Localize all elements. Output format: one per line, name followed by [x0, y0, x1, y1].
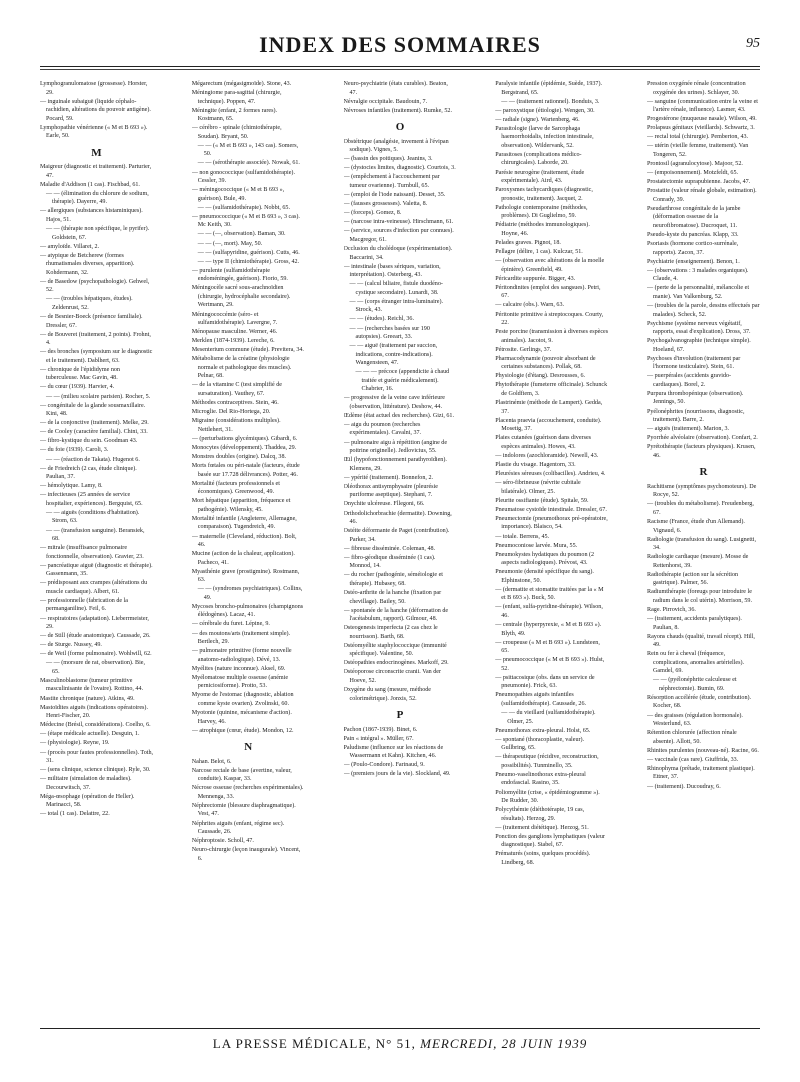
index-entry: — — (« M et B 693 », 143 cas). Somers, 50.: [197, 142, 299, 158]
index-entry: Mucine (action de la chaleur, application). Pacheco, 41.: [191, 551, 295, 566]
index-entry: — — (sérothérapie associée). Nowak, 61.: [197, 160, 300, 167]
index-entry: — de Basedow (psychopathologie). Gehwel, 52.: [40, 278, 150, 294]
section-letter: R: [699, 466, 708, 479]
index-entry: Oxygène du sang (mesure, méthode colorimétrique). Jonxis, 52.: [343, 687, 431, 702]
index-entry: Paroxysmes tachycardiques (diagnostic, pronostic, traitement). Jacquet, 2.: [495, 187, 593, 202]
index-entry: — (étape médicale actuelle). Desguin, 1.: [40, 731, 140, 738]
index-entry: Parasitologie (larve de Sarcophaga haemorrhoidalis, infection intestinale, observation). Wildervank, 52.: [495, 125, 594, 149]
index-entry: — intestinale (bases sériques, variation, interprétation). Osterberg, 43.: [343, 263, 441, 279]
index-entry: — maternelle (Cleveland, réduction). Bolt, 46.: [191, 533, 297, 548]
index-entry: — (emploi de l'iode naissant). Desset, 35.: [343, 192, 446, 199]
index-entry: Masculinoblastome (tumeur primitive masculinisante de l'ovaire). Rottino, 44.: [40, 677, 144, 693]
index-entry: Monocytes (développement). Thaddea, 29.: [191, 444, 297, 451]
index-entry: — — (calcul biliaire, fistule duodéno-cystique secondaire). Lunardi, 38.: [349, 281, 443, 296]
index-entry: — — aiguës (conditions d'habitation). Strom, 63.: [46, 509, 140, 525]
index-entry: — (fausses grossesses). Valetta, 8.: [343, 201, 428, 208]
index-entry: — professionnelle (fabrication de la permanganiline). Feil, 6.: [40, 597, 128, 613]
index-entry: — totale. Berrens, 45.: [495, 533, 550, 540]
index-entry: — progressive de la veine cave inférieure (observation, littérature). Deshow, 44.: [343, 395, 446, 410]
index-entry: — spontané (thoracoplastie, valeur). Gullbring, 65.: [495, 736, 585, 752]
index-entry: Poliomyélite (crise, « épidémiogramme »). De Rudder, 30.: [495, 789, 600, 804]
index-entry: Pneumoconiose larvée. Mura, 55.: [495, 542, 578, 549]
index-entry: — pneumococcique (« M et B 693 »). Hulst, 52.: [495, 657, 605, 672]
index-entry: Métabolisme de la créatine (physiologie normale et pathologique des muscles). Pelnar, 68.: [191, 356, 292, 380]
index-entry: — (procès pour fautes professionnelles). Toth, 31.: [40, 749, 153, 765]
index-entry: — (observations : 3 malades organiques). Claude, 4.: [647, 267, 749, 283]
index-entry: — — (transfusion sanguine). Beransiek, 68.: [46, 527, 145, 543]
index-entry: — (premiers jours de la vie). Slockland, 49.: [343, 771, 451, 778]
index-entry: — indolores (azochloramide). Newell, 43.: [495, 452, 599, 459]
index-entry: — non gonococcique (sulfamidothérapie). Cessler, 39.: [191, 169, 295, 185]
index-entry: Rein ou fer à cheval (fréquence, complications, anomalies artérielles). Gamdel, 69.: [647, 651, 745, 675]
index-entry: Méningocèle sacré sous-arachnoïdien (chirurgie, hydrocéphalie secondaire). Wertmann, 29.: [191, 285, 291, 309]
header-rule: [40, 66, 760, 67]
index-entry: — — (—, mort). May, 50.: [197, 240, 263, 247]
index-entry: Psychisme (système nerveux végétatif, rapports, essai d'explication). Dross, 37.: [647, 320, 751, 336]
index-entry: Microglie. Del Rio-Hortega, 20.: [191, 409, 271, 416]
index-entry: — infectieuses (25 années de service hospitalier, expériences). Bergquist, 65.: [40, 492, 143, 507]
index-column-1: [40, 80, 153, 1022]
index-entry: Ostéite déformante de Paget (contribution). Parker, 34.: [343, 528, 450, 543]
index-entry: — chronique de l'épididyme non tuberculeuse. Mac Gavin, 48.: [40, 366, 120, 382]
index-entry: — — — précoce (appendicite à chaud traitée et guérie médicalement). Chabrier, 16.: [355, 369, 450, 393]
index-entry: Obstétrique (analgésie, invement à l'évipan sodique). Vignes, 5.: [343, 138, 449, 154]
index-entry: Radiumthérapie (foreugs pour introduire le radium dans le col utérin). Morrison, 59.: [647, 589, 753, 604]
index-entry: Méningiome para-sagittal (chirurgie, technique). Poppen, 47.: [191, 90, 282, 105]
index-entry: — pancréatique aiguë (diagnostic et thérapie). Gassenmann, 35.: [40, 562, 153, 578]
page-header: [40, 30, 760, 60]
index-entry: — — (syndromes psychiatriques). Collins, 49.: [197, 586, 303, 601]
index-entry: Pleurite ossifiante (étude). Spitale, 59.: [495, 497, 589, 504]
index-entry: Pneumectomie (pneumothorax pré-opératoire, importance). Blaisco, 54.: [495, 515, 608, 531]
index-entry: Néphroptosie. Scholl, 47.: [191, 838, 254, 845]
section-letter: O: [395, 121, 405, 134]
index-entry: — (empoisonnement). Motzfeldt, 65.: [647, 170, 739, 177]
index-entry: Rhinites purulentes (nouveau-né). Racine, 66.: [647, 747, 759, 754]
index-entry: — sanguine (communication entre la veine et l'artère rénale, influence). Lasmer, 43.: [647, 98, 759, 114]
index-entry: Morts fœtales ou péri-natale (facteurs, étude basée sur 17.728 délivrances). Potter, 46.: [191, 463, 300, 478]
index-entry: Pneumopathies aiguës infantiles (sulfamidothérapie). Caussade, 26.: [495, 692, 587, 707]
index-entry: Oléothorax antisymphysaire (pleurésie puriforme aseptique). Stephani, 7.: [343, 483, 438, 499]
index-entry: Pain « intégral ». Müller, 67.: [343, 735, 414, 742]
index-entry: Osteogenesis imperfecta (2 cas chez le nourrisson). Barth, 68.: [343, 625, 438, 640]
index-entry: Migraine (considérations multiples). Nettlehert, 31.: [191, 418, 281, 433]
page-number: 95: [746, 36, 760, 51]
index-entry: Méga-œsophage (opération de Heller). Marinacci, 58.: [40, 793, 135, 809]
page-title: INDEX DES SOMMAIRES: [259, 32, 541, 57]
index-entry: Narcose rectale de base (avertine, valeur, conduite). Kaspar, 33.: [191, 767, 292, 783]
index-entry: Plaies cutanées (guérison dans diverses espèces animales). Howes, 43.: [495, 435, 592, 450]
index-entry: — ypérité (traitement). Bonnefon, 2.: [343, 474, 434, 481]
index-entry: Pédiatrie (méthodes immunologiques). Hoyne, 46.: [495, 222, 590, 237]
index-entry: — rectal total (chirurgie). Pemberton, 43.: [647, 134, 749, 141]
index-entry: Pneumothorax extra-pleural. Holst, 65.: [495, 727, 591, 734]
index-entry: Mort hépatique (apparition, fréquence et pathogénie). Wilensky, 45.: [191, 498, 291, 513]
index-entry: Purpura thrombopénique (observation). Jennings, 50.: [647, 390, 744, 406]
index-entry: Maigreur (diagnostic et traitement). Parturier, 47.: [40, 164, 152, 179]
index-entry: — de la conjonctive (traitement). Melke, 29.: [40, 420, 149, 427]
index-entry: Mortalité infantile (Angleterre, Allemagne, comparaison). Tugendreich, 49.: [191, 515, 297, 531]
index-entry: Prématurés (soins, quelques procédés). Lindberg, 68.: [495, 851, 591, 866]
index-entry: — fibreuse disséminée. Coleman, 48.: [343, 545, 436, 552]
index-entry: — des graisses (régulation hormonale). Westerlund, 63.: [647, 712, 743, 728]
index-entry: — — (troubles hépatiques, études). Zeldenrust, 52.: [46, 296, 133, 311]
index-entry: — radiale (signe). Wartenberg, 46.: [495, 116, 580, 123]
index-entry: Onychite ulcéreuse. Fllegoni, 66.: [343, 501, 425, 508]
index-entry: Plastie du visage. Hagentorn, 33.: [495, 461, 576, 468]
index-entry: Néphrites aiguës (enfant, régime sec). Caussade, 26.: [191, 820, 285, 835]
index-entry: Pleurésies séreuses (colibacilles). Andrieu, 4.: [495, 471, 606, 478]
index-entry: Méningite (enfant, 2 formes rares). Kostmann, 65.: [191, 107, 278, 123]
index-entry: — (enfant, sulfa-pyridine-thérapie). Wilson, 46.: [495, 604, 603, 619]
index-entry: Mastite chronique (nature). Atkins, 49.: [40, 695, 135, 702]
index-entry: — (dystocies limites, diagnostic). Courtois, 3.: [343, 165, 456, 172]
index-entry: — (troubles du métabolisme). Freudenberg, 67.: [647, 501, 754, 516]
index-entry: Rétention chlorurée (affection rénale absente). Allott, 50.: [647, 730, 737, 745]
index-entry: — — (études). Reichl, 36.: [349, 316, 414, 323]
index-entry: Mesenterium commune (étude). Previtera, 34.: [191, 347, 304, 354]
index-entry: Pseudarthrose congénitale de la jambe (déformation osseuse de la neurofibromatose). Ducroquet, 11.: [647, 205, 741, 229]
index-entry: Prostatectomie suprapubienne. Jacobs, 47.: [647, 179, 751, 186]
index-entry: Peste porcine (transmission à diverses espèces animales). Jacotot, 9.: [495, 329, 609, 344]
index-entry: Mycoses broncho-pulmonaires (champignons élédogènes). Lacaz, 41.: [191, 603, 304, 619]
index-entry: Mortalité (facteurs professionnels et économiques). Greenwood, 49.: [191, 480, 280, 496]
index-entry: — atypique de Betcherew (formes rhumatismales diverses, apparition). Kohdermann, 32.: [40, 252, 135, 276]
index-entry: Pelades graves. Pignot, 18.: [495, 239, 561, 246]
index-entry: — de Weil (forme pulmonaire). Wohlwill, 62.: [40, 651, 152, 658]
index-entry: — du cœur (1939). Harvier, 4.: [40, 384, 115, 391]
index-entry: — — (recherches basées sur 190 autopsies). Greeart, 33.: [349, 325, 430, 340]
index-entry: Résorption accélérée (étude, contribution). Kocher, 68.: [647, 694, 752, 710]
index-entry: Pression oxygénée rénale (concentration oxygénée des urines). Schlayer, 30.: [647, 81, 746, 96]
index-entry: Ponction des ganglions lymphatiques (valeur diagnostique). Stabel, 67.: [495, 833, 605, 849]
index-entry: Paralysie infantile (épidémie, Suède, 1937). Bergstrand, 65.: [495, 81, 603, 96]
index-entry: Méningococcémie (séro- et sulfamidothérapie). Lavergne, 7.: [191, 311, 278, 326]
index-entry: — — (pyélonéphrite calculeuse et néphrectomie). Bumin, 69.: [653, 677, 737, 692]
index-entry: — de Still (étude anatomique). Caussade, 26.: [40, 633, 151, 640]
index-entry: Pneumokystes hydatiques du poumon (2 aspects radiologiques). Prévost, 43.: [495, 551, 595, 567]
index-entry: — — (thérapie non spécifique, le pyrifer). Goldstein, 67.: [46, 226, 150, 241]
index-entry: Pétrosite. Gerlings, 37.: [495, 346, 552, 353]
index-entry: Myasthénie grave (prostigmine). Rostmann, 63.: [191, 568, 300, 584]
index-entry: Méthodes contraceptives. Stein, 46.: [191, 400, 279, 407]
index-entry: Péritondinites (emploi des sangsues). Petri, 67.: [495, 284, 601, 300]
index-entry: Paludisme (influence sur les réactions de Wassermann et Kahn). Kitchen, 46.: [343, 744, 444, 760]
index-entry: Placenta praevia (accouchement, conduite). Mosetig, 37.: [495, 417, 602, 433]
index-entry: Myotonie (quinine, mécanisme d'action). Harvey, 46.: [191, 710, 292, 725]
index-entry: Occlusion du cholédoque (expérimentation). Baccarini, 34.: [343, 246, 453, 261]
index-entry: — hémolytique. Lamy, 8.: [40, 483, 103, 490]
index-entry: Pyrétothérapie (facteurs physiques). Krusen, 46.: [647, 444, 756, 459]
index-entry: — pulmonaire aigu à répétition (angine de poitrine originelle). Jedlovicius, 55.: [343, 439, 448, 455]
index-entry: Rage. Pirrovich, 36.: [647, 607, 696, 613]
index-entry: Pneumatose cystoïde intestinale. Dressler, 67.: [495, 506, 607, 513]
index-entry: — (observation avec altérations de la moelle épinière). Greenfield, 49.: [495, 258, 605, 273]
index-entry: Orthodolichorbrachie (dermatite). Downing, 46.: [343, 510, 452, 526]
header-rule-thin: [40, 69, 760, 70]
index-entry: — du rocher (pathogénie, séméiologie et thérapie). Hubasey, 68.: [343, 572, 443, 587]
section-letter: N: [244, 741, 253, 754]
index-entry: Rhinophyma (prêtade, traitement plastique). Ettner, 37.: [647, 765, 755, 781]
index-entry: — des moutons/arts (traitement simple). Bertlech, 29.: [191, 630, 291, 646]
index-entry: Mégarectum (mégasigmoïde). Stone, 43.: [191, 81, 292, 87]
index-entry: Monstres doubles (origine). Dalcq, 38.: [191, 454, 287, 461]
index-entry: — — (sulfapyridine, guérison). Cutts, 46.: [197, 249, 300, 256]
index-entry: Névralgie occipitale. Baudouin, 7.: [343, 98, 428, 105]
section-letter: P: [396, 709, 404, 722]
index-entry: Pharmacodynamie (pouvoir absorbant de certaines substances). Pollak, 68.: [495, 355, 596, 371]
index-entry: — — du vieillard (sulfamidothérapie). Olmer, 25.: [501, 710, 596, 725]
index-entry: Ostéomyélite staphylococcique (immunité spécifique). Valentine, 50.: [343, 642, 447, 658]
index-entry: — calcaire (obs.). Warn, 63.: [495, 302, 565, 309]
index-entry: — de Cooley (caractère familial). Chini, 33.: [40, 429, 148, 436]
index-entry: Radiologie cardiaque (mesure). Mosse de Rettenhorst, 39.: [647, 554, 749, 569]
index-entry: Ménopause masculine. Werner, 46.: [191, 329, 278, 336]
footer-journal: LA PRESSE MÉDICALE, N° 51,: [212, 1036, 416, 1051]
index-entry: — de Sturge. Nussey, 49.: [40, 642, 102, 649]
index-entry: — (traitement, accidents paralytiques). Paulian, 8.: [647, 616, 742, 631]
index-entry: — — (sulfamidothérapie). Nobbt, 65.: [197, 204, 290, 211]
index-column-5: [647, 80, 760, 1022]
index-entry: Racisme (France, étude d'un Allemand). Vignaud, 6.: [647, 519, 745, 534]
index-entry: Maladie d'Addison (1 cas). Fischbad, 61.: [40, 181, 140, 188]
index-entry: Progestérone (muqueuse nasale). Wilson, 49.: [647, 116, 757, 123]
index-entry: Psychiatrie (enseignement). Benon, 1.: [647, 258, 740, 265]
index-entry: — — (corps étranger intra-luminaire). Strock, 43.: [349, 298, 444, 314]
index-entry: — (traitement diététique). Herzog, 51.: [495, 824, 589, 831]
index-entry: Physiologie (d'étang). Desrousses, 6.: [495, 373, 586, 380]
index-entry: Névroses infantiles (traitement). Rumke, 52.: [343, 107, 452, 114]
index-entry: — du foie (1939). Caroli, 3.: [40, 447, 109, 454]
index-entry: — de Besnier-Boeck (présence familiale). Dressler, 67.: [40, 314, 143, 329]
index-entry: — prédisposant aux crampes (altérations du muscle cardiaque). Albert, 61.: [40, 580, 148, 595]
index-entry: — (dermatite et stomatite traitées par la « M et B 693 »). Buck, 50.: [495, 586, 604, 602]
index-entry: Rayons chauds (qualité, travail récept). Hill, 49.: [647, 633, 755, 649]
index-column-4: [495, 80, 608, 1022]
index-entry: — — (morsure de rat, observation). Bie, 65.: [46, 660, 145, 675]
index-column-2: [192, 80, 305, 1022]
index-entry: — — (élimination du chlorure de sodium, thérapie). Dayerre, 49.: [46, 190, 149, 206]
index-entry: Pachon (1867-1939). Binet, 6.: [343, 726, 418, 733]
index-entry: — (forceps). Gomez, 8.: [343, 210, 402, 217]
index-entry: Prolapsus génitaux (vieillards). Schwartz, 3.: [647, 125, 755, 132]
index-entry: Myélomatose multiple osseuse (anémie perniciosiforme). Protto, 53.: [191, 674, 289, 690]
index-entry: Radiothérapie (action sur la sécrétion gastrique). Palmer, 56.: [647, 571, 739, 587]
index-entry: Ostéoporose circonscrite cranii. Van der Hoeve, 52.: [343, 669, 442, 684]
index-entry: — séro-fibrineuse (névrite cubitale bilatérale). Olmer, 25.: [495, 480, 581, 495]
index-entry: — amyloïde. Villaret, 2.: [40, 243, 100, 250]
index-entry: — respiratoires (adaptation). Lieberrmeister, 29.: [40, 615, 149, 630]
index-entry: — — (réaction de Takata). Hugenot 6.: [46, 456, 140, 463]
index-entry: Pneumonie (densité spécifique du sang). Elphinstone, 50.: [495, 569, 594, 584]
index-entry: — — (traitement rationnel). Bonduis, 3.: [501, 98, 600, 105]
index-entry: Psychoses d'involution (traitement par l'hormone testiculaire). Stein, 61.: [647, 355, 741, 371]
index-entry: — allergiques (substances histaminiques). Hajos, 51.: [40, 208, 143, 223]
index-entry: Ostéo-arthrite de la hanche (fixation par chevillage). Bailey, 50.: [343, 590, 442, 605]
index-entry: Phytothérapie (fumeterre officinale). Schunck de Goldfiem, 3.: [495, 382, 608, 397]
index-entry: — aigu du poumon (recherches expérimentales). Cavalni, 37.: [343, 421, 422, 437]
index-entry: — de Friedreich (2 cas, étude clinique). Paulian, 37.: [40, 465, 137, 481]
index-entry: Myome de l'estomac (diagnostic, ablation comme kyste ovarien). Zvolinski, 60.: [191, 692, 294, 707]
index-entry: Pneumo-vaselinothorax extra-pleural endofascial. Rasino, 35.: [495, 771, 586, 787]
index-entry: — aiguës (traitement). Marion, 3.: [647, 426, 730, 433]
index-entry: — militaire (simulation de maladies). Decourwitsch, 37.: [40, 776, 132, 791]
index-entry: — croupeuse (« M et B 693 »). Lundsteen, 65.: [495, 639, 600, 655]
index-entry: Néphrectomie (blessure diaphragmatique). Vest, 47.: [191, 802, 296, 818]
index-entry: — (empêchement à l'accouchement par tumeur ovarienne). Turnbull, 65.: [343, 174, 440, 189]
index-entry: — pneumococcique (« M et B 693 », 3 cas). Mc Keith, 30.: [191, 213, 300, 229]
index-entry: Péricardite suppurée. Bigger, 43.: [495, 275, 576, 282]
index-entry: Prontosil (agranulocytose). Majoor, 52.: [647, 161, 743, 168]
index-entry: — pulmonaire primitive (forme nouvelle anatomo-radiologique). Dévé, 13.: [191, 648, 292, 663]
index-entry: Parésie neurogène (traitement, étude expérimentale). Aird, 43.: [495, 169, 585, 185]
index-entry: — de la vitamine C (test simplifié de sursaturation). Vauthey, 67.: [191, 382, 282, 397]
index-entry: — purulente (sulfamidothérapie endoméningée, guérison). Fiorio, 59.: [191, 267, 288, 283]
index-entry: — — type II (chimiothérapie). Gross, 42.: [197, 258, 300, 265]
index-entry: — vaccinale (cas rare). Giuffrida, 33.: [647, 756, 739, 763]
index-entry: Parasitoses (complications médico-chirurgicales). Laborde, 20.: [495, 151, 582, 167]
footer-rule: [40, 1028, 760, 1029]
index-entry: — cérébrale du furet. Lépine, 9.: [191, 621, 270, 628]
index-entry: Nahan. Belot, 6.: [191, 758, 232, 765]
index-entry: Radiologie (transfusion du sang). Lusignetti, 34.: [647, 536, 756, 552]
index-entry: Neuro-psychiatrie (états curables). Beaton, 47.: [343, 81, 448, 96]
index-entry: Œil (hypofonctionnement parathyroïdien). Klemens, 29.: [343, 457, 447, 472]
index-entry: — (perte de la personnalité, mélancolie et manie). Van Valkenburg, 52.: [647, 285, 750, 300]
index-entry: — (traitement). Ducoudray, 6.: [647, 783, 721, 790]
index-entry: — (service, sources d'infection pur connues). Macgregor, 61.: [343, 228, 454, 243]
index-entry: — (troubles de la parole, dessins effectués par malades). Scheck, 52.: [647, 303, 760, 318]
index-entry: Myélites (nature inconnue). Aksel, 69.: [191, 665, 286, 672]
index-columns: [40, 80, 760, 1022]
index-entry: Pyélonéphrites (nourrissons, diagnostic, traitement). Barre, 2.: [647, 408, 745, 424]
index-entry: Merklen (1874-1939). Lereche, 6.: [191, 338, 275, 345]
index-entry: — méningococcique (« M et B 693 », guérison). Bule, 49.: [191, 187, 285, 202]
index-entry: Lymphogranulomatose (grossesse). Horster, 29.: [40, 81, 148, 96]
index-entry: — (Poulo-Condore). Farinaud, 9.: [343, 762, 425, 769]
index-entry: — congénitale de la glande sousmaxillaire. Kini, 48.: [40, 402, 146, 418]
index-entry: — (narcose intra-veineuse). Hirschmann, 61.: [343, 219, 454, 226]
index-entry: — total (1 cas). Delattre, 22.: [40, 811, 110, 818]
index-entry: — — (—, observation). Baman, 30.: [197, 231, 286, 238]
index-entry: — fibro-géodique disséminée (1 cas). Monnod, 14.: [343, 554, 436, 570]
index-entry: — (physiologie). Reyne, 19.: [40, 740, 110, 747]
index-entry: — (perturbations glycémiques). Gibardi, 6.: [191, 435, 298, 442]
index-entry: — — aiguë (traitement par succion, indications, contre-indications). Wangensteen, 47.: [349, 343, 438, 367]
index-entry: — spontanée de la hanche (déformation de l'acétabulum, rapport). Gilmour, 48.: [343, 607, 449, 623]
index-entry: Plastrinémie (méthode de Lampert). Gedda, 37.: [495, 400, 603, 415]
index-entry: Péritonite primitive à streptocoques. Courty, 22.: [495, 311, 604, 326]
index-entry: — (sens clinique, science clinique). Ryle, 30.: [40, 767, 151, 774]
index-entry: Nécrose osseuse (recherches expérimentales). Mennenga, 33.: [191, 785, 304, 800]
index-entry: Psoriasis (hormone cortico-surrénale, rapports). Zacon, 37.: [647, 241, 739, 256]
index-entry: Pseudo-kyste du pancréas. Klapp, 33.: [647, 232, 739, 239]
index-entry: — fibro-kystique du sein. Goodman 43.: [40, 438, 138, 445]
index-entry: Lymphopathie vénérienne (« M et B 693 »). Earle, 50.: [40, 124, 148, 140]
index-entry: Pyorrhée alvéolaire (observation). Confart, 2.: [647, 435, 758, 442]
index-entry: — cérébro - spinale (chimiothérapie, Soudan). Bryant, 50.: [191, 125, 282, 140]
index-entry: — paroxystique (étiologie). Wengen, 30.: [495, 107, 595, 114]
index-entry: Ostéopathies endocrinogènes. Markoff, 29.: [343, 660, 449, 667]
index-entry: — (bassin des poitiques). Jeanins, 3.: [343, 156, 433, 163]
index-entry: Pellagre (délire, 1 cas). Kulczar, 51.: [495, 249, 583, 256]
index-entry: Prostatite (valeur rénale globale, estimation). Conrady, 39.: [647, 188, 757, 203]
index-entry: — de Bouveret (traitement, 2 points). Frohnt, 4.: [40, 331, 151, 347]
index-entry: Médecine (Brésil, considérations). Coelho, 6.: [40, 722, 151, 729]
index-entry: — inguinale subaiguë (liquide céphalo-rachidien, altérations du pouvoir antigène). Pocard, 59.: [40, 98, 151, 122]
index-entry: Psychogalvanographie (technique simple). Hoeland, 67.: [647, 338, 751, 353]
index-column-3: [344, 80, 457, 1022]
index-entry: Neuro-chirurgie (leçon inaugurale). Vincent, 6.: [191, 847, 301, 862]
index-entry: — utérin (vieille femme, traitement). Van Tongeren, 52.: [647, 143, 749, 158]
index-entry: Polycythémie (diéthotérapie, 19 cas, résultats). Herzog, 29.: [495, 807, 585, 822]
index-entry: Rachitisme (symptômes psychomoteurs). De Rocye, 52.: [647, 483, 757, 499]
index-entry: Pathologie contemporaine (méthodes, problèmes). Di Guglielmo, 59.: [495, 204, 588, 220]
index-entry: — atrophique (cœur, étude). Mondon, 12.: [191, 727, 294, 734]
index-entry: — — (milieu scolaire parisien). Rocher, 5.: [46, 393, 151, 400]
index-entry: — psittacosique (obs. dans un service de pneumonie). Frick, 63.: [495, 674, 595, 690]
index-entry: — thérapeutique (récidive, reconstruction, possibilités). Tunminello, 35.: [495, 754, 599, 769]
index-entry: — des bronches (symposium sur le diagnostic et le traitement). Dablhert, 63.: [40, 349, 153, 364]
index-entry: Mastoïdites aiguës (indications opératoires). Henri-Fischer, 20.: [40, 704, 148, 720]
index-entry: — mitrale (insuffisance pulmonaire fonctionnelle, observation). Gravier, 23.: [40, 545, 144, 560]
index-entry: — puerpérales (accidents gravido-cardiaques). Borel, 2.: [647, 373, 732, 388]
page-footer: [40, 1036, 760, 1052]
index-entry: — centrale (hyperpyrexie, « M et B 693 »). Blyth, 49.: [495, 622, 602, 637]
section-letter: M: [91, 146, 102, 159]
footer-date: MERCREDI, 28 JUIN 1939: [420, 1036, 588, 1051]
index-entry: Œdème (état actuel des recherches). Gizi, 61.: [343, 412, 454, 419]
